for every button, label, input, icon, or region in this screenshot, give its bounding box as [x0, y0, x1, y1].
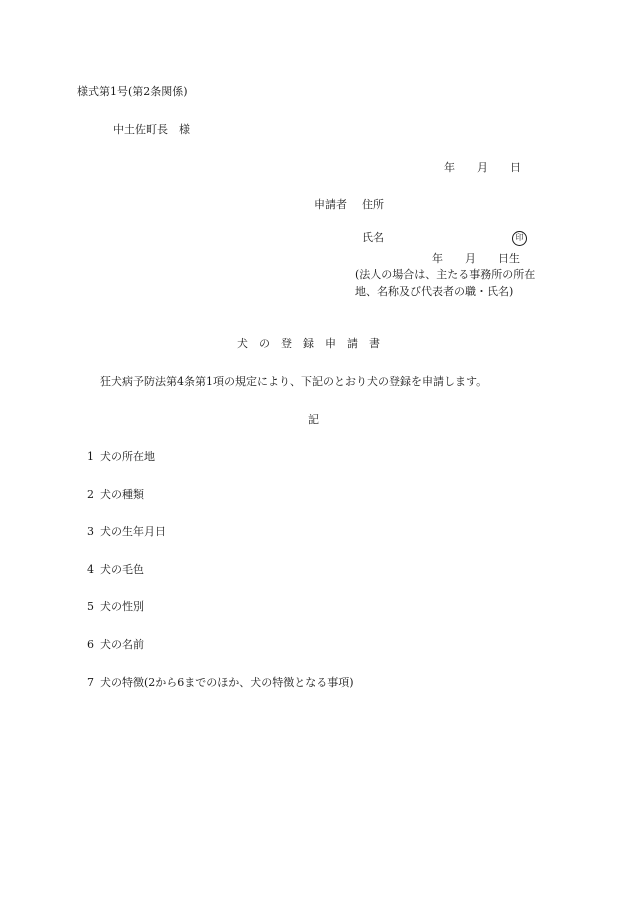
list-item	[80, 488, 144, 502]
document-title: 犬 の 登 録 申 請 書	[237, 337, 380, 350]
item-number: 2	[87, 488, 94, 501]
birth-line: 年 月 日生	[432, 252, 520, 265]
item-label: 犬の毛色	[100, 563, 144, 576]
date-line: 年 月 日	[444, 161, 521, 174]
item-number: 6	[87, 638, 94, 651]
addressee: 中土佐町長 様	[113, 123, 190, 136]
list-item	[80, 600, 144, 614]
list-item	[80, 638, 144, 652]
seal-icon	[512, 230, 527, 246]
applicant-label: 申請者	[314, 198, 347, 211]
address-label: 住所	[362, 198, 384, 211]
item-label: 犬の名前	[100, 638, 144, 651]
ki-heading: 記	[308, 413, 319, 426]
item-label: 犬の所在地	[100, 450, 155, 463]
item-number: 5	[87, 600, 94, 613]
list-item	[80, 563, 144, 577]
list-item	[80, 676, 354, 690]
corporate-note: (法人の場合は、主たる事務所の所在地、名称及び代表者の職・氏名)	[355, 268, 536, 298]
item-label: 犬の特徴(2から6までのほか、犬の特徴となる事項)	[100, 676, 354, 689]
item-label: 犬の種類	[100, 488, 144, 501]
name-label: 氏名	[362, 231, 384, 244]
item-number: 3	[87, 525, 94, 538]
list-item	[80, 450, 155, 464]
item-number: 4	[87, 563, 94, 576]
item-label: 犬の生年月日	[100, 525, 166, 538]
seal-char: 印	[512, 231, 527, 246]
item-label: 犬の性別	[100, 600, 144, 613]
list-item	[80, 525, 166, 539]
item-number: 1	[87, 450, 94, 463]
form-number: 様式第1号(第2条関係)	[77, 85, 188, 98]
item-number: 7	[87, 676, 94, 689]
body-text: 狂犬病予防法第4条第1項の規定により、下記のとおり犬の登録を申請します。	[100, 375, 488, 388]
